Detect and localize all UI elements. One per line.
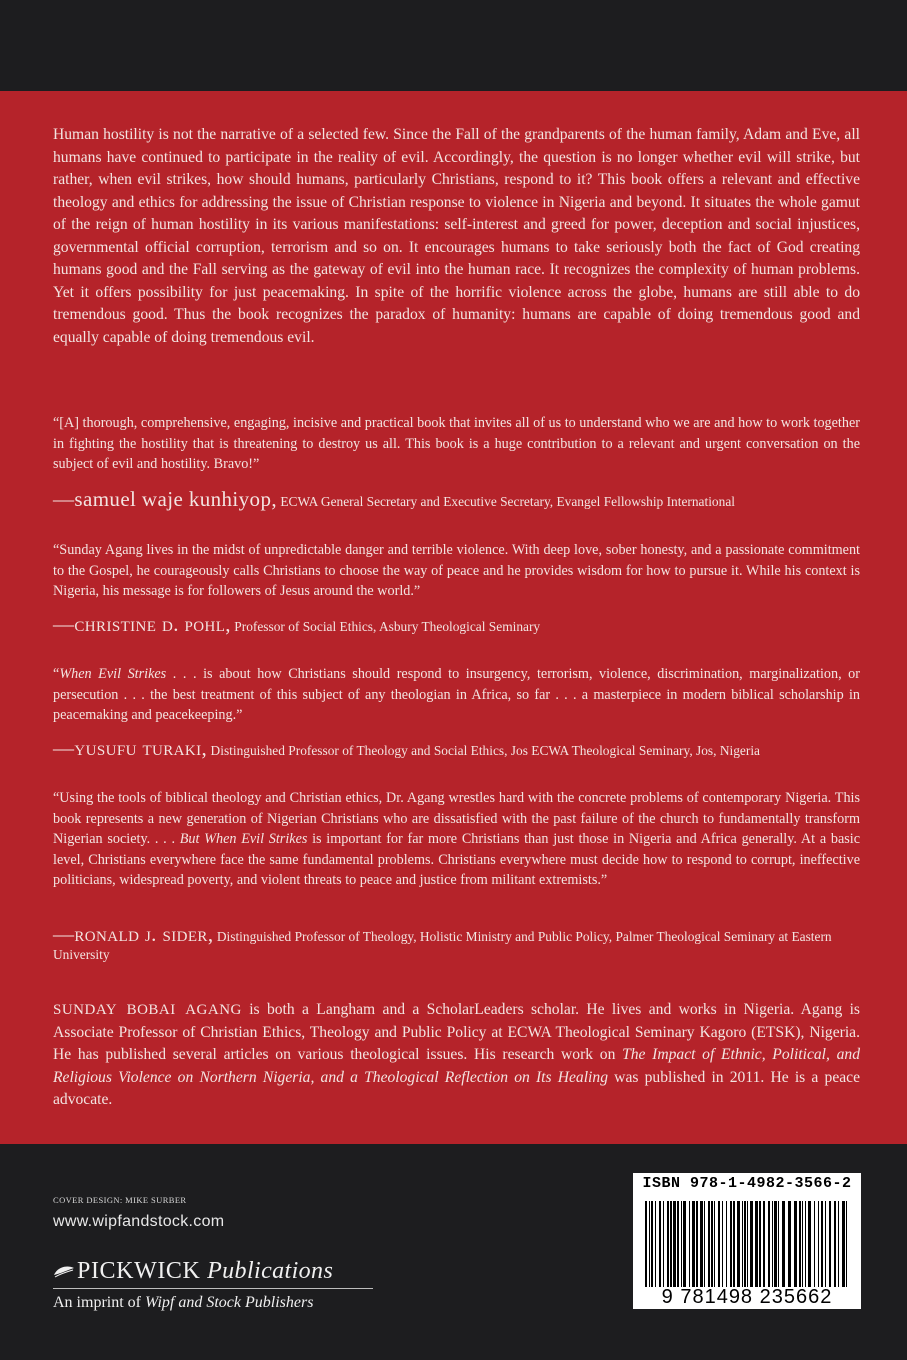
barcode-bar (673, 1201, 676, 1287)
barcode-bar (733, 1201, 735, 1287)
barcode-bar (818, 1201, 819, 1287)
barcode-bar (692, 1201, 695, 1287)
book-title: When Evil Strikes (59, 666, 167, 682)
barcode-bar (711, 1201, 713, 1287)
barcode-bar (730, 1201, 732, 1287)
barcode-bar (667, 1201, 669, 1287)
barcode-bar (651, 1201, 653, 1287)
endorsement-attribution (53, 612, 868, 636)
barcode-bar (759, 1201, 761, 1287)
barcode-bar (700, 1201, 703, 1287)
endorser-name: —christine d. pohl, (53, 612, 231, 636)
barcode-bar (714, 1201, 715, 1287)
barcode-bar (788, 1201, 791, 1287)
divider (53, 1288, 373, 1289)
barcode-bar (842, 1201, 845, 1287)
endorsement-quote: “Sunday Agang lives in the midst of unpredictable danger and terrible violence. With deep love, sober honesty, and a passionate commitment to the Gospel, he courageously calls Christians to choose the way of peace and he provides wisdom for how to pursue it. While his context is Nigeria, his message is for followers of Jesus around the world.” (53, 542, 860, 600)
barcode-bar (744, 1201, 746, 1287)
barcode-bar (802, 1201, 803, 1287)
barcode-bar (683, 1201, 686, 1287)
barcode-bar (774, 1201, 777, 1287)
barcode-bar (838, 1201, 839, 1287)
endorsement-attribution (53, 487, 868, 511)
endorsement-quote: “[A] thorough, comprehensive, engaging, incisive and practical book that invites all of us to understand who we are and how to work together in fighting the hostility that is threatening to destroy us all. This book is a huge contribution to a relevant and urgent conversation on the subject of evil and hostility. Bravo!” (53, 415, 860, 473)
barcode-bar (742, 1201, 743, 1287)
barcode-bar (846, 1201, 847, 1287)
barcode-bar (805, 1201, 806, 1287)
barcode-bar (708, 1201, 710, 1287)
isbn-label: ISBN 978-1-4982-3566-2 (642, 1175, 852, 1192)
barcode-bar (696, 1201, 698, 1287)
endorsement-attribution (53, 922, 868, 964)
barcode-bar (670, 1201, 672, 1287)
endorser-name: —yusufu turaki, (53, 736, 208, 760)
barcode-bar (655, 1201, 656, 1287)
barcode-bar (808, 1201, 811, 1287)
author-name: sunday bobai agang (53, 994, 242, 1019)
barcode-bar (825, 1201, 826, 1287)
barcode-bar (681, 1201, 682, 1287)
isbn-barcode-box (633, 1173, 861, 1309)
barcode-bar (663, 1201, 664, 1287)
barcode-bar (814, 1201, 815, 1287)
barcode-bar (755, 1201, 758, 1287)
barcode-bar (750, 1201, 753, 1287)
barcode-bar (677, 1201, 679, 1287)
barcode-bar (829, 1201, 831, 1287)
book-blurb: Human hostility is not the narrative of a selected few. Since the Fall of the grandparents of the human family, Adam and Eve, all humans have continued to participate in the reality of evil. Accordingly, the question is no longer whether evil will strike, but rather, when evil strikes, how should humans, particularly Christians, respond to it? This book offers a relevant and effective theology and ethics for addressing the issue of Christian response to violence in Nigeria and beyond. It situates the whole gamut of the reign of human hostility in its various manifestations: self-interest and greed for power, deception and social injustices, governmental official corruption, terrorism and so on. It encourages humans to take seriously both the fact of God creating humans good and the Fall serving as the gateway of evil into the human race. It recognizes the complexity of human problems. Yet it offers possibility for just peacemaking. In spite of the horrific violence across the globe, humans are still able to do tremendous good. Thus the book recognizes the paradox of humanity: humans are capable of doing tremendous good and equally capable of doing tremendous evil. (53, 126, 860, 346)
endorsement-quote: “Using the tools of biblical theology and Christian ethics, Dr. Agang wrestles hard with the concrete problems of contemporary Nigeria. This book represents a new generation of Nigerian Christians who are dissatisfied with the past failure of the church to fundamentally transform Nigerian society. . . . But When Evil Strikes is important for far more Christians than just those in Nigeria and Africa generally. At a basic level, Christians everywhere face the same fundamental problems. Christians everywhere must decide how to respond to corrupt, ineffective politicians, widespread poverty, and violent threats to peace and justice from militant extremists.” (53, 790, 861, 889)
barcode-bar (645, 1201, 647, 1287)
endorser-role: Professor of Social Ethics, Asbury Theological Seminary (234, 619, 541, 634)
barcode-bar (689, 1201, 690, 1287)
barcode (645, 1201, 849, 1287)
barcode-digits: 9 781498 235662 (661, 1286, 833, 1308)
barcode-bar (778, 1201, 779, 1287)
barcode-bar (772, 1201, 773, 1287)
endorser-name: —ronald j. sider, (53, 922, 214, 946)
barcode-bar (722, 1201, 723, 1287)
leaf-icon (53, 1259, 75, 1286)
endorser-role: ECWA General Secretary and Executive Secretary, Evangel Fellowship International (280, 494, 735, 509)
barcode-bar (794, 1201, 797, 1287)
book-title: But When Evil Strikes (179, 831, 308, 848)
top-band (0, 0, 907, 91)
barcode-bar (768, 1201, 770, 1287)
publisher-website: www.wipfandstock.com (53, 1213, 225, 1230)
barcode-bar (726, 1201, 727, 1287)
barcode-bar (704, 1201, 705, 1287)
barcode-bar (718, 1201, 720, 1287)
barcode-bar (747, 1201, 748, 1287)
barcode-bar (799, 1201, 801, 1287)
author-bio: sunday bobai agang is both a Langham and a ScholarLeaders scholar. He lives and works in Nigeria. Agang is Associate Professor of Christian Ethics, Theology and Public Policy at ECWA Theological Seminary Kagoro (ETSK), Nigeria. He has published several articles on various theological issues. His research work on The Impact of Ethnic, Political, and Religious Violence on Northern Nigeria, and a Theological Reflection on Its Healing was published in 2011. He is a peace advocate. (53, 994, 861, 1108)
barcode-bar (659, 1201, 661, 1287)
endorser-role: Distinguished Professor of Theology, Holistic Ministry and Public Policy, Palmer Theological Seminary at Eastern University (53, 929, 832, 962)
endorser-role: Distinguished Professor of Theology and Social Ethics, Jos ECWA Theological Seminary, Jos, Nigeria (210, 743, 760, 758)
barcode-bar (834, 1201, 836, 1287)
endorsement-attribution (53, 736, 868, 760)
barcode-bar (763, 1201, 765, 1287)
cover-design-credit: COVER DESIGN: MIKE SURBER (53, 1195, 187, 1205)
publisher-logo: PICKWICK Publications (53, 1258, 333, 1286)
imprint-line: An imprint of Wipf and Stock Publishers (53, 1294, 314, 1311)
barcode-bar (821, 1201, 823, 1287)
research-title: The Impact of Ethnic, Political, and Religious Violence on Northern Nigeria, and a Theological Reflection on Its Healing (53, 1046, 860, 1086)
barcode-bar (782, 1201, 785, 1287)
barcode-bar (737, 1201, 740, 1287)
endorsement-quote: “When Evil Strikes . . . is about how Christians should respond to insurgency, terrorism, violence, discrimination, marginalization, or persecution . . . the best treatment of this subject of any theologian in Africa, so far . . . a masterpiece in modern biblical scholarship in peacemaking and peacekeeping.” (53, 666, 860, 724)
barcode-bar (649, 1201, 650, 1287)
endorser-name: —samuel waje kunhiyop, (53, 487, 278, 511)
